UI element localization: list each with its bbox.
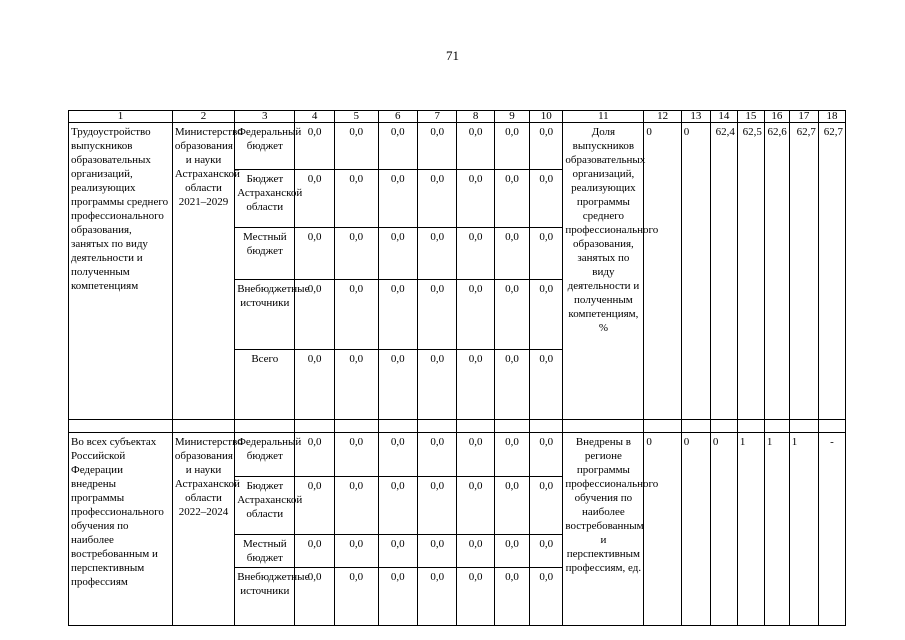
funding-source: Федеральный бюджет: [235, 123, 295, 170]
funding-value: 0,0: [295, 350, 334, 420]
funding-value: 0,0: [334, 170, 378, 228]
target-value: 62,5: [737, 123, 764, 420]
column-number: 1: [69, 111, 173, 123]
page-number: 71: [446, 48, 459, 63]
funding-value: 0,0: [417, 280, 456, 350]
target-value: 1: [789, 433, 818, 626]
target-value: 0: [681, 123, 710, 420]
column-number: 17: [789, 111, 818, 123]
funding-value: 0,0: [457, 350, 494, 420]
target-value: 0: [644, 433, 681, 626]
funding-value: 0,0: [457, 568, 494, 626]
program-table: [68, 110, 846, 626]
column-number: 14: [710, 111, 737, 123]
target-value: -: [818, 433, 845, 626]
funding-value: 0,0: [457, 170, 494, 228]
column-number: 15: [737, 111, 764, 123]
funding-source: Внебюджетные источники: [235, 280, 295, 350]
column-number: 10: [530, 111, 563, 123]
funding-value: 0,0: [457, 535, 494, 568]
target-value: 1: [737, 433, 764, 626]
column-number: 8: [457, 111, 494, 123]
funding-value: 0,0: [295, 228, 334, 280]
funding-value: 0,0: [378, 123, 417, 170]
separator-cell: [530, 420, 563, 433]
funding-source: Внебюджетные источники: [235, 568, 295, 626]
funding-value: 0,0: [295, 568, 334, 626]
column-number: 18: [818, 111, 845, 123]
funding-value: 0,0: [457, 123, 494, 170]
funding-value: 0,0: [417, 170, 456, 228]
column-number: 12: [644, 111, 681, 123]
funding-value: 0,0: [457, 477, 494, 535]
funding-source: Всего: [235, 350, 295, 420]
funding-value: 0,0: [417, 568, 456, 626]
target-value: 0: [710, 433, 737, 626]
executor-period: Министерство образования и науки Астраханской области 2021–2029: [172, 123, 234, 420]
column-number-row: [69, 111, 846, 123]
funding-value: 0,0: [494, 228, 529, 280]
funding-value: 0,0: [530, 477, 563, 535]
measure-name: Во всех субъектах Российской Федерации внедрены программы профессионального обучения по наиболее востребованным и перспективным профессиям: [69, 433, 173, 626]
separator-cell: [764, 420, 789, 433]
separator-cell: [737, 420, 764, 433]
funding-value: 0,0: [417, 350, 456, 420]
funding-value: 0,0: [334, 568, 378, 626]
block-separator: [69, 420, 846, 433]
funding-value: 0,0: [494, 350, 529, 420]
separator-cell: [417, 420, 456, 433]
separator-cell: [789, 420, 818, 433]
target-value: 0: [681, 433, 710, 626]
funding-value: 0,0: [378, 433, 417, 477]
separator-cell: [494, 420, 529, 433]
column-number: 5: [334, 111, 378, 123]
funding-value: 0,0: [378, 535, 417, 568]
column-number: 7: [417, 111, 456, 123]
funding-source: Бюджет Астраханской области: [235, 477, 295, 535]
funding-value: 0,0: [530, 350, 563, 420]
funding-value: 0,0: [378, 568, 417, 626]
separator-cell: [69, 420, 173, 433]
executor-period: Министерство образования и науки Астраханской области 2022–2024: [172, 433, 234, 626]
funding-value: 0,0: [295, 123, 334, 170]
budget-row: [69, 123, 846, 170]
funding-value: 0,0: [457, 228, 494, 280]
funding-value: 0,0: [334, 477, 378, 535]
budget-row: [69, 433, 846, 477]
funding-value: 0,0: [494, 123, 529, 170]
funding-value: 0,0: [295, 433, 334, 477]
separator-cell: [818, 420, 845, 433]
separator-cell: [457, 420, 494, 433]
measure-name: Трудоустройство выпускников образовательных организаций, реализующих программы среднего профессионального образования, занятых по виду деятельности и полученным компетенциям: [69, 123, 173, 420]
funding-value: 0,0: [530, 228, 563, 280]
funding-value: 0,0: [417, 123, 456, 170]
target-value: 62,6: [764, 123, 789, 420]
column-number: 13: [681, 111, 710, 123]
funding-value: 0,0: [494, 535, 529, 568]
funding-source: Федеральный бюджет: [235, 433, 295, 477]
funding-value: 0,0: [457, 280, 494, 350]
funding-source: Бюджет Астраханской области: [235, 170, 295, 228]
funding-value: 0,0: [378, 280, 417, 350]
funding-value: 0,0: [530, 170, 563, 228]
separator-cell: [563, 420, 644, 433]
separator-cell: [334, 420, 378, 433]
column-number: 4: [295, 111, 334, 123]
funding-value: 0,0: [494, 568, 529, 626]
separator-cell: [295, 420, 334, 433]
funding-value: 0,0: [378, 228, 417, 280]
funding-value: 0,0: [334, 350, 378, 420]
funding-value: 0,0: [334, 228, 378, 280]
funding-value: 0,0: [417, 477, 456, 535]
funding-value: 0,0: [417, 433, 456, 477]
funding-value: 0,0: [530, 433, 563, 477]
column-number: 6: [378, 111, 417, 123]
funding-value: 0,0: [334, 433, 378, 477]
funding-value: 0,0: [417, 535, 456, 568]
funding-source: Местный бюджет: [235, 535, 295, 568]
funding-value: 0,0: [334, 535, 378, 568]
indicator-name: Внедрены в регионе программы профессионального обучения по наиболее востребованным и перспективным профессиям, ед.: [563, 433, 644, 626]
target-value: 62,7: [789, 123, 818, 420]
separator-cell: [235, 420, 295, 433]
funding-value: 0,0: [530, 535, 563, 568]
column-number: 11: [563, 111, 644, 123]
column-number: 16: [764, 111, 789, 123]
separator-cell: [172, 420, 234, 433]
target-value: 1: [764, 433, 789, 626]
target-value: 0: [644, 123, 681, 420]
funding-value: 0,0: [295, 535, 334, 568]
funding-value: 0,0: [494, 433, 529, 477]
separator-cell: [710, 420, 737, 433]
column-number: 9: [494, 111, 529, 123]
funding-value: 0,0: [530, 123, 563, 170]
funding-value: 0,0: [494, 170, 529, 228]
funding-value: 0,0: [295, 477, 334, 535]
funding-value: 0,0: [457, 433, 494, 477]
target-value: 62,7: [818, 123, 845, 420]
funding-value: 0,0: [295, 170, 334, 228]
funding-value: 0,0: [378, 350, 417, 420]
funding-value: 0,0: [417, 228, 456, 280]
funding-value: 0,0: [494, 280, 529, 350]
column-number: 3: [235, 111, 295, 123]
separator-cell: [681, 420, 710, 433]
separator-cell: [378, 420, 417, 433]
column-number: 2: [172, 111, 234, 123]
funding-value: 0,0: [378, 477, 417, 535]
target-value: 62,4: [710, 123, 737, 420]
funding-source: Местный бюджет: [235, 228, 295, 280]
funding-value: 0,0: [378, 170, 417, 228]
funding-value: 0,0: [295, 280, 334, 350]
funding-value: 0,0: [334, 280, 378, 350]
separator-cell: [644, 420, 681, 433]
funding-value: 0,0: [530, 568, 563, 626]
funding-value: 0,0: [530, 280, 563, 350]
funding-value: 0,0: [494, 477, 529, 535]
funding-value: 0,0: [334, 123, 378, 170]
indicator-name: Доля выпускников образовательных организаций, реализующих программы среднего профессионального образования, занятых по виду деятельности и полученным компетенциям, %: [563, 123, 644, 420]
